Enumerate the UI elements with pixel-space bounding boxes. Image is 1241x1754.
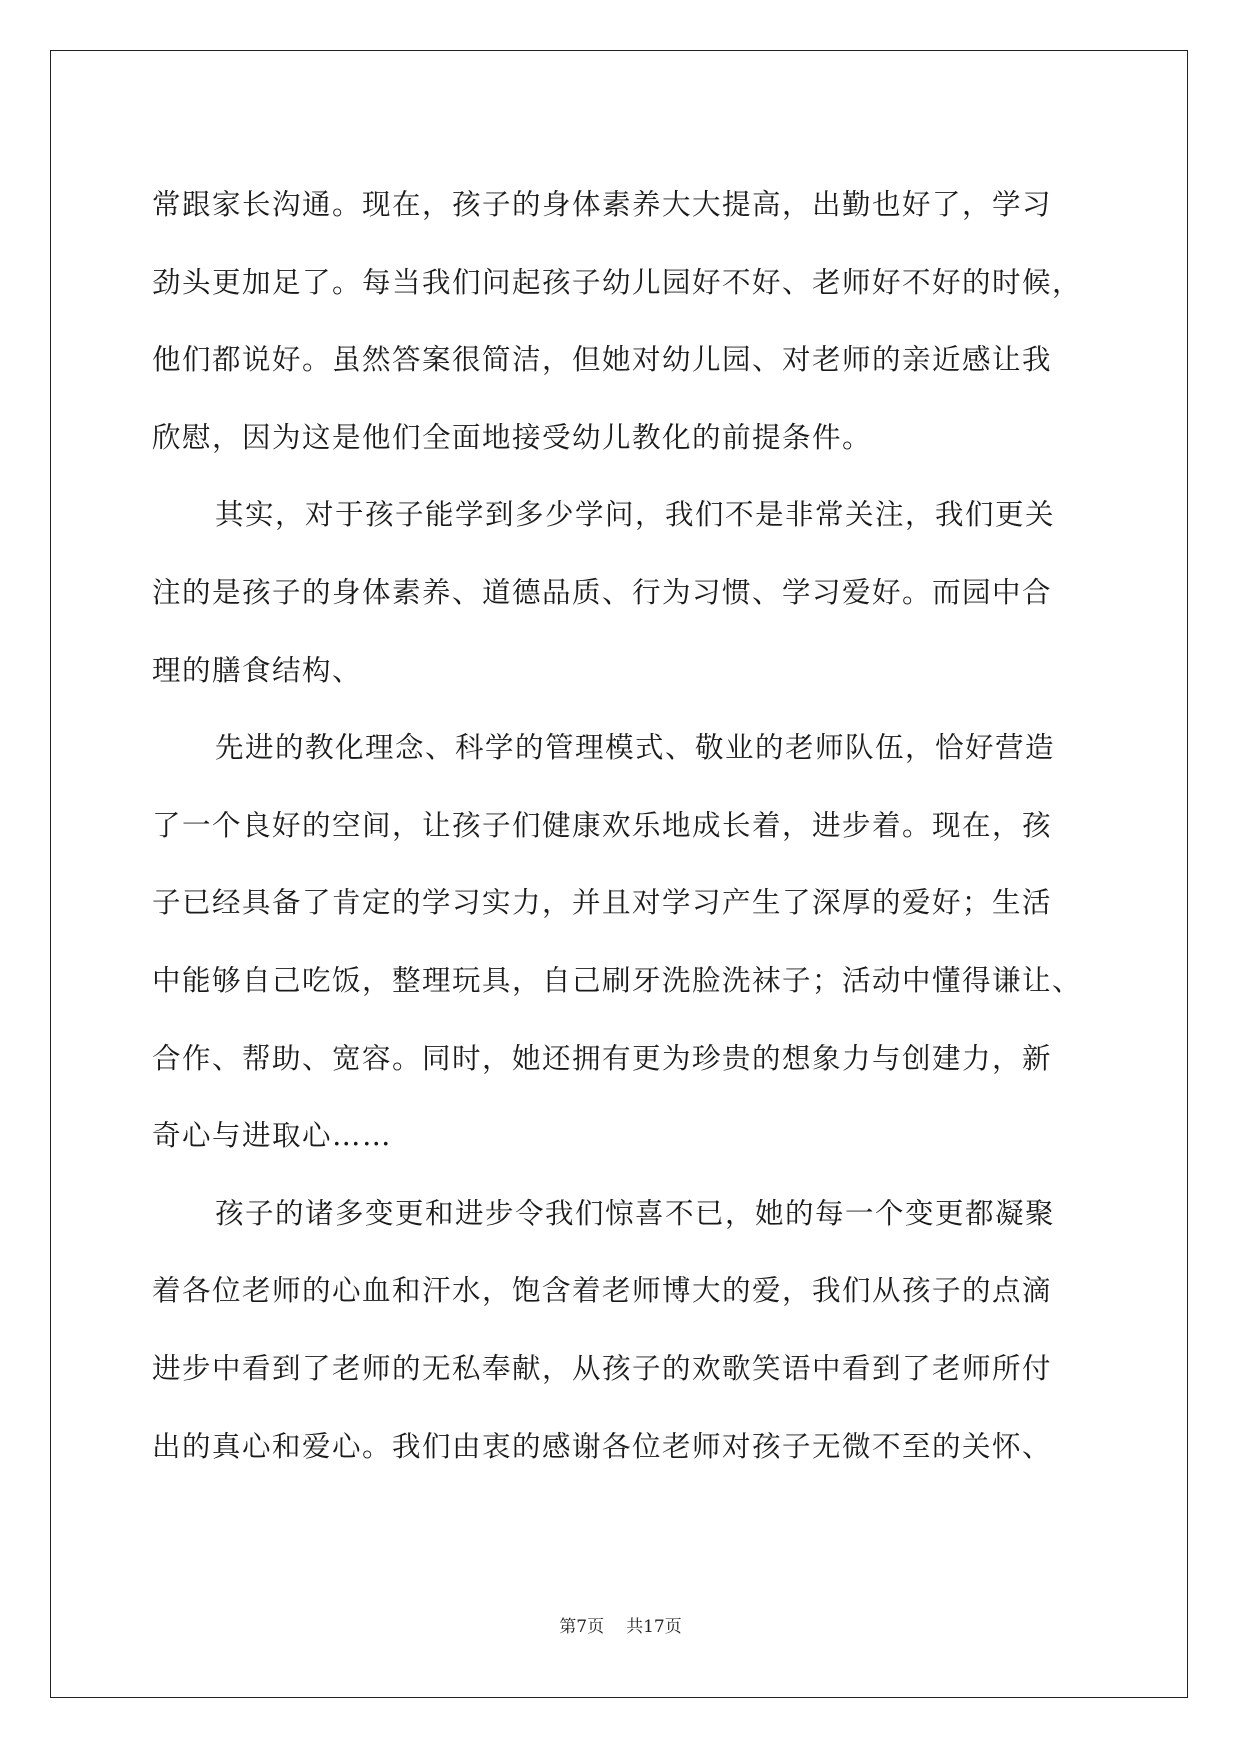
- text-line: 出的真心和爱心。我们由衷的感谢各位老师对孩子无微不至的关怀、: [152, 1429, 1053, 1463]
- text-line: 他们都说好。虽然答案很简洁，但她对幼儿园、对老师的亲近感让我: [152, 343, 1053, 377]
- text-line: 注的是孩子的身体素养、道德品质、行为习惯、学习爱好。而园中合: [152, 575, 1053, 609]
- text-line: 孩子的诸多变更和进步令我们惊喜不已，她的每一个变更都凝聚: [215, 1196, 1056, 1230]
- text-line: 欣慰，因为这是他们全面地接受幼儿教化的前提条件。: [152, 420, 873, 454]
- page-number: 第7页: [559, 1617, 605, 1637]
- text-line: 子已经具备了肯定的学习实力，并且对学习产生了深厚的爱好；生活: [152, 886, 1053, 920]
- text-line: 了一个良好的空间，让孩子们健康欢乐地成长着，进步着。现在，孩: [152, 808, 1053, 842]
- document-body: [152, 166, 1127, 1485]
- text-line: 合作、帮助、宽容。同时，她还拥有更为珍贵的想象力与创建力，新: [152, 1041, 1053, 1075]
- text-line: 进步中看到了老师的无私奉献，从孩子的欢歌笑语中看到了老师所付: [152, 1351, 1053, 1385]
- text-line: 中能够自己吃饭，整理玩具，自己刷牙洗脸洗袜子；活动中懂得谦让、: [152, 963, 1083, 997]
- text-line: 理的膳食结构、: [152, 653, 363, 687]
- page-total: 共17页: [626, 1617, 682, 1637]
- text-line: 先进的教化理念、科学的管理模式、敬业的老师队伍，恰好营造: [215, 731, 1056, 765]
- text-line: 着各位老师的心血和汗水，饱含着老师博大的爱，我们从孩子的点滴: [152, 1274, 1053, 1308]
- text-line: 常跟家长沟通。现在，孩子的身体素养大大提高，出勤也好了，学习: [152, 188, 1053, 221]
- text-line: 其实，对于孩子能学到多少学问，我们不是非常关注，我们更关: [215, 498, 1056, 532]
- page-footer: [0, 1617, 1241, 1637]
- text-line: 劲头更加足了。每当我们问起孩子幼儿园好不好、老师好不好的时候，: [152, 265, 1083, 299]
- text-line: 奇心与进取心……: [152, 1119, 393, 1153]
